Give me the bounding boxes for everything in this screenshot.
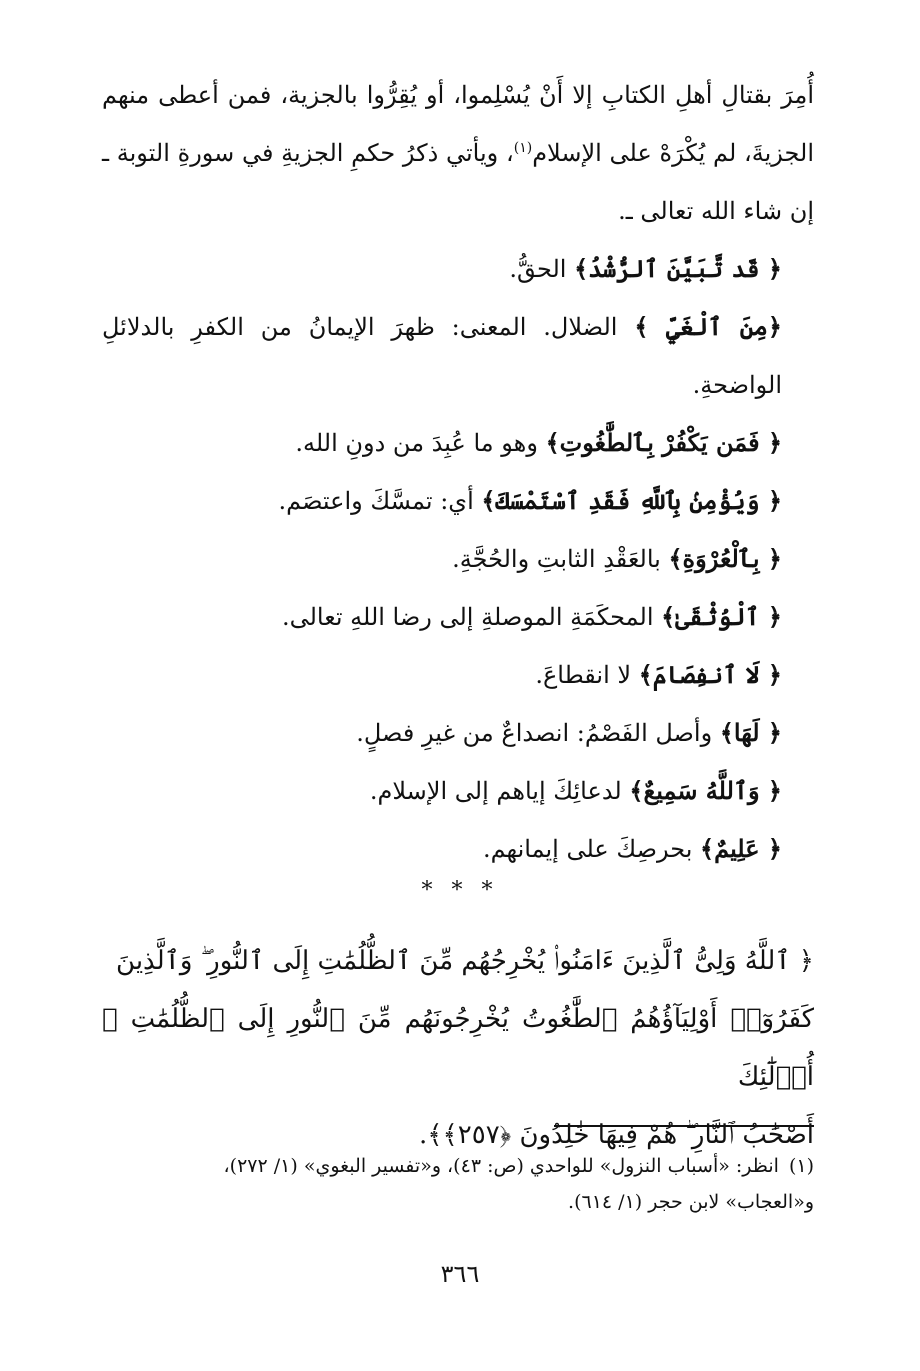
footnote bbox=[102, 1148, 814, 1184]
gloss-text: بالعَقْدِ الثابتِ والحُجَّةِ. bbox=[452, 545, 661, 573]
verse-line: ﴿ ٱللَّهُ وَلِىُّ ٱلَّذِينَ ءَامَنُوا۟ يُخْرِجُهُم مِّنَ ٱلظُّلُمَٰتِ إِلَى ٱلنُّورِ ۖ وَٱلَّذِينَ bbox=[116, 946, 814, 976]
gloss-entry bbox=[102, 530, 814, 588]
quran-term: ﴿ فَمَن يَكْفُرْ بِٱلطَّٰغُوتِ﴾ bbox=[545, 428, 782, 457]
main-text bbox=[102, 66, 814, 878]
gloss-text: لا انقطاعَ. bbox=[535, 661, 632, 689]
text-line: ، ويأتي ذكرُ حكمِ الجزيةِ في سورةِ التوبة ـ bbox=[102, 139, 514, 167]
gloss-entry bbox=[102, 820, 814, 878]
gloss-entry bbox=[102, 646, 814, 704]
verse-line: أَصْحَٰبُ ٱلنَّارِ ۖ هُمْ فِيهَا خَٰلِدُونَ ﴿٢٥٧﴾﴾. bbox=[419, 1120, 814, 1150]
quran-term: ﴿ بِٱلْعُرْوَةِ﴾ bbox=[668, 544, 782, 573]
text-line: الجزيةَ، لم يُكْرَهْ على الإسلام bbox=[532, 139, 814, 167]
quran-verse bbox=[102, 932, 814, 1164]
gloss-text: لدعائِكَ إياهم إلى الإسلام. bbox=[369, 777, 622, 805]
footnote-divider bbox=[554, 1125, 814, 1127]
gloss-entry bbox=[102, 472, 814, 530]
footnote-text: و«العجاب» لابن حجر (١/ ٦١٤). bbox=[568, 1191, 814, 1213]
verse-line: كَفَرُوٓا۟ أَوْلِيَآؤُهُمُ ٱلطَّٰغُوتُ يُخْرِجُونَهُم مِّنَ ٱلنُّورِ إِلَى ٱلظُّلُمَٰتِ ۗ أُو۟لَٰٓئِكَ bbox=[102, 1004, 814, 1092]
gloss-text: وأصل الفَصْمُ: انصداعٌ من غيرِ فصلٍ. bbox=[356, 719, 713, 747]
page-number: ٣٦٦ bbox=[440, 1260, 480, 1288]
gloss-text: المحكَمَةِ الموصلةِ إلى رضا اللهِ تعالى. bbox=[281, 603, 654, 631]
quran-term: ﴿ عَلِيمٌ﴾ bbox=[700, 834, 782, 863]
quran-term: ﴿مِنَ ٱلْغَيِّ ﴾ bbox=[634, 312, 782, 341]
quran-term: ﴿ وَٱللَّهُ سَمِيعٌ﴾ bbox=[629, 776, 782, 805]
footnote-reference[interactable]: (١) bbox=[513, 140, 533, 156]
footnote-number: (١) bbox=[788, 1155, 814, 1177]
gloss-entry bbox=[102, 414, 814, 472]
footnotes bbox=[102, 1148, 814, 1220]
gloss-entry bbox=[102, 762, 814, 820]
quran-term: ﴿ لَهَا﴾ bbox=[719, 718, 782, 747]
gloss-text: أي: تمسَّكَ واعتصَم. bbox=[278, 487, 474, 515]
gloss-text: الحقُّ. bbox=[509, 255, 567, 283]
gloss-text: بحرصِكَ على إيمانهم. bbox=[482, 835, 693, 863]
quran-term: ﴿ ٱلْوُثْقَىٰ﴾ bbox=[661, 602, 782, 631]
gloss-entry bbox=[102, 704, 814, 762]
gloss-text: وهو ما عُبِدَ من دونِ الله. bbox=[295, 429, 538, 457]
text-line: أُمِرَ بقتالِ أهلِ الكتابِ إلا أَنْ يُسْلِموا، أو يُقِرُّوا بالجزية، فمن أعطى منهم bbox=[102, 81, 814, 109]
text-line: إن شاء الله تعالى ـ. bbox=[618, 197, 814, 225]
gloss-entry bbox=[102, 588, 814, 646]
gloss-text: الضلال. المعنى: ظهرَ الإيمانُ من الكفرِ بالدلائلِ الواضحةِ. bbox=[102, 313, 782, 399]
section-separator: * * * bbox=[421, 878, 499, 903]
footnote-continuation bbox=[102, 1184, 814, 1220]
gloss-entry bbox=[102, 298, 814, 414]
quran-term: ﴿ وَيُؤْمِنۢ بِٱللَّهِ فَقَدِ ٱسْتَمْسَكَ﴾ bbox=[481, 486, 782, 515]
quran-term: ﴿ لَا ٱنفِصَامَ﴾ bbox=[638, 660, 782, 689]
quran-term: ﴿ قَد تَّبَيَّنَ ٱلرُّشْدُ﴾ bbox=[574, 254, 782, 283]
paragraph-line bbox=[102, 66, 814, 240]
footnote-text: انظر: «أسباب النزول» للواحدي (ص: ٤٣)، و«تفسير البغوي» (١/ ٢٧٢)، bbox=[223, 1155, 779, 1177]
gloss-entry bbox=[102, 240, 814, 298]
